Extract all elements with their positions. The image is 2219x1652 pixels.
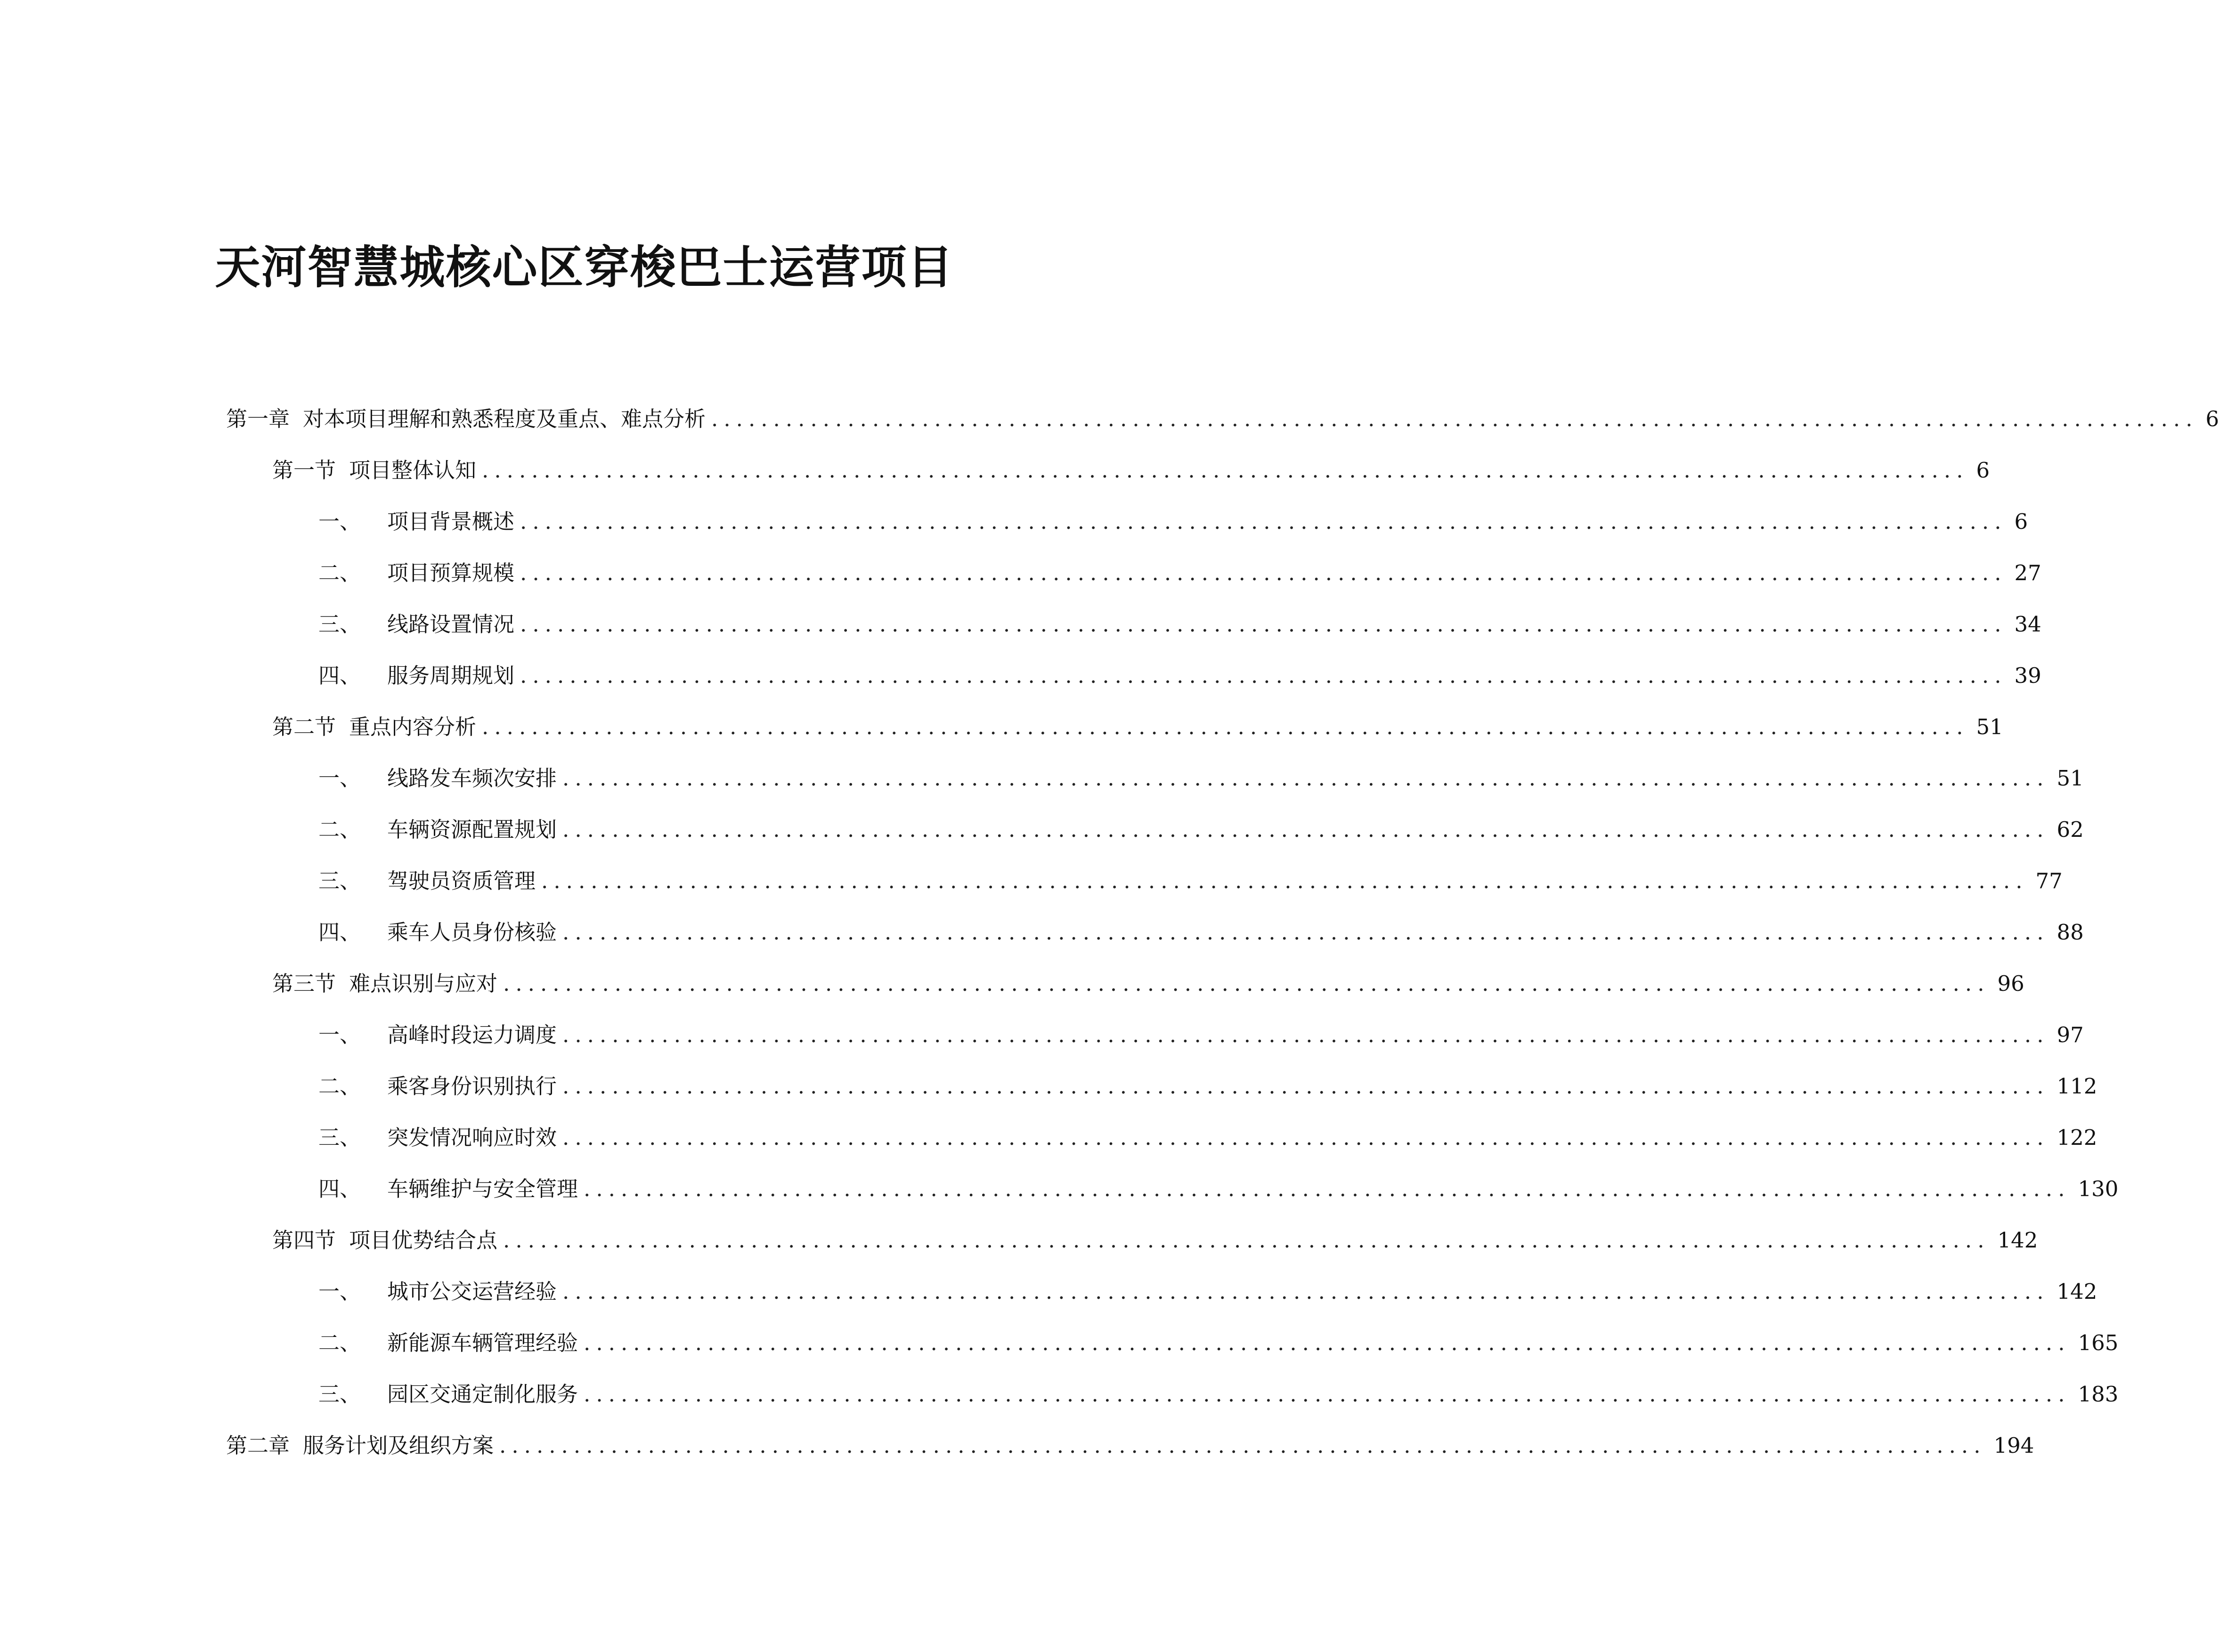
toc-entry-subsection[interactable] — [318, 862, 2063, 900]
toc-entry-page: 39 — [2014, 663, 2041, 688]
toc-entry-label — [272, 708, 476, 746]
toc-entry-text: 服务计划及组织方案 — [303, 1433, 494, 1458]
toc-entry-page: 112 — [2056, 1074, 2097, 1099]
toc-entry-subsection[interactable] — [318, 1170, 2119, 1208]
toc-leader-dots: ........................................................................................................................ — [562, 1074, 2049, 1099]
toc-entry-label — [318, 1324, 578, 1362]
toc-entry-text: 乘车人员身份核验 — [387, 920, 557, 945]
toc-entry-number: 二、 — [318, 817, 361, 842]
toc-entry-page: 6 — [2205, 406, 2219, 431]
toc-leader-dots: ........................................................................................................................ — [562, 1022, 2049, 1047]
toc-entry-text: 对本项目理解和熟悉程度及重点、难点分析 — [303, 406, 706, 431]
toc-entry-number: 三、 — [318, 612, 361, 637]
toc-entry-label — [318, 811, 557, 849]
toc-leader-dots: ........................................................................................................................ — [541, 868, 2028, 893]
toc-leader-dots: ........................................................................................................................ — [503, 1228, 1990, 1253]
toc-entry-label — [318, 1376, 578, 1413]
toc-entry-number: 二、 — [318, 560, 361, 585]
toc-entry-text: 新能源车辆管理经验 — [387, 1330, 578, 1355]
toc-entry-text: 项目预算规模 — [387, 560, 515, 585]
toc-entry-number: 一、 — [318, 1022, 361, 1047]
toc-entry-label — [318, 657, 514, 695]
toc-entry-number: 四、 — [318, 1176, 361, 1201]
toc-entry-number: 第四节 — [272, 1228, 336, 1253]
toc-leader-dots: ........................................................................................................................ — [584, 1330, 2071, 1355]
toc-entry-subsection[interactable] — [318, 606, 2041, 643]
toc-leader-dots: ........................................................................................................................ — [562, 766, 2049, 791]
toc-entry-label — [318, 1273, 557, 1311]
toc-leader-dots: ........................................................................................................................ — [562, 817, 2049, 842]
toc-leader-dots: ........................................................................................................................ — [562, 1125, 2049, 1150]
toc-entry-number: 第二节 — [272, 714, 336, 739]
toc-entry-subsection[interactable] — [318, 503, 2028, 541]
toc-leader-dots: ........................................................................................................................ — [482, 714, 1969, 739]
toc-entry-label — [226, 400, 706, 438]
toc-entry-page: 51 — [1976, 714, 2003, 739]
toc-entry-subsection[interactable] — [318, 1016, 2084, 1054]
toc-entry-section[interactable] — [272, 708, 2003, 746]
toc-entry-number: 第一节 — [272, 458, 336, 483]
document-title: 天河智慧城核心区穿梭巴士运营项目 — [215, 241, 954, 294]
toc-entry-text: 园区交通定制化服务 — [387, 1382, 578, 1407]
toc-leader-dots: ........................................................................................................................ — [584, 1176, 2071, 1201]
toc-entry-number: 二、 — [318, 1074, 361, 1099]
toc-entry-page: 88 — [2056, 920, 2084, 945]
toc-entry-text: 项目优势结合点 — [349, 1228, 498, 1253]
toc-entry-label — [318, 1119, 557, 1157]
toc-entry-text: 难点识别与应对 — [349, 971, 498, 996]
toc-entry-label — [226, 1427, 494, 1465]
toc-entry-label — [318, 1170, 578, 1208]
toc-entry-page: 62 — [2056, 817, 2084, 842]
toc-entry-text: 重点内容分析 — [349, 714, 477, 739]
toc-entry-page: 165 — [2078, 1330, 2119, 1355]
toc-entry-text: 驾驶员资质管理 — [387, 868, 536, 893]
toc-leader-dots: ........................................................................................................................ — [562, 920, 2049, 945]
toc-entry-page: 194 — [1993, 1433, 2034, 1458]
toc-entry-subsection[interactable] — [318, 914, 2084, 951]
toc-entry-label — [318, 606, 514, 643]
toc-entry-label — [272, 1222, 497, 1259]
toc-entry-number: 三、 — [318, 1382, 361, 1407]
toc-entry-text: 乘客身份识别执行 — [387, 1074, 557, 1099]
toc-leader-dots: ........................................................................................................................ — [562, 1279, 2049, 1304]
toc-entry-text: 车辆维护与安全管理 — [387, 1176, 578, 1201]
toc-entry-page: 122 — [2056, 1125, 2097, 1150]
toc-entry-text: 车辆资源配置规划 — [387, 817, 557, 842]
toc-leader-dots: ........................................................................................................................ — [584, 1382, 2071, 1407]
toc-entry-text: 高峰时段运力调度 — [387, 1022, 557, 1047]
toc-entry-page: 34 — [2014, 612, 2041, 637]
toc-entry-subsection[interactable] — [318, 1119, 2097, 1157]
toc-entry-page: 183 — [2078, 1382, 2119, 1407]
toc-entry-page: 142 — [1997, 1228, 2038, 1253]
toc-entry-number: 第二章 — [226, 1433, 290, 1458]
toc-entry-label — [272, 452, 476, 489]
toc-entry-label — [318, 914, 557, 951]
toc-entry-page: 27 — [2014, 560, 2041, 585]
toc-entry-number: 四、 — [318, 663, 361, 688]
toc-entry-label — [318, 503, 514, 541]
toc-entry-number: 第三节 — [272, 971, 336, 996]
toc-entry-label — [318, 862, 536, 900]
toc-entry-subsection[interactable] — [318, 1324, 2119, 1362]
toc-entry-page: 77 — [2035, 868, 2063, 893]
toc-entry-page: 6 — [2014, 509, 2028, 534]
toc-entry-number: 第一章 — [226, 406, 290, 431]
toc-entry-subsection[interactable] — [318, 1376, 2119, 1413]
toc-entry-number: 三、 — [318, 868, 361, 893]
toc-entry-label — [318, 554, 514, 592]
toc-leader-dots: ........................................................................................................................ — [503, 971, 1990, 996]
toc-leader-dots: ........................................................................................................................ — [482, 458, 1969, 483]
toc-entry-chapter[interactable] — [226, 1427, 2034, 1465]
toc-entry-section[interactable] — [272, 1222, 2038, 1259]
toc-entry-number: 三、 — [318, 1125, 361, 1150]
toc-entry-text: 项目整体认知 — [349, 458, 477, 483]
toc-entry-page: 96 — [1997, 971, 2024, 996]
toc-entry-text: 服务周期规划 — [387, 663, 515, 688]
toc-entry-section[interactable] — [272, 452, 1990, 489]
toc-leader-dots: ........................................................................................................................ — [520, 663, 2007, 688]
toc-entry-subsection[interactable] — [318, 657, 2041, 695]
toc-entry-label — [272, 965, 497, 1003]
toc-entry-number: 一、 — [318, 1279, 361, 1304]
toc-entry-number: 二、 — [318, 1330, 361, 1355]
toc-entry-page: 97 — [2056, 1022, 2084, 1047]
toc-entry-subsection[interactable] — [318, 811, 2084, 849]
toc-entry-page: 142 — [2056, 1279, 2097, 1304]
toc-entry-page: 51 — [2056, 766, 2084, 791]
toc-entry-number: 一、 — [318, 509, 361, 534]
toc-entry-page: 130 — [2078, 1176, 2119, 1201]
toc-leader-dots: ........................................................................................................................ — [520, 612, 2007, 637]
toc-entry-chapter[interactable] — [226, 400, 2219, 438]
toc-leader-dots: ........................................................................................................................ — [711, 406, 2198, 431]
toc-leader-dots: ........................................................................................................................ — [499, 1433, 1986, 1458]
toc-entry-text: 城市公交运营经验 — [387, 1279, 557, 1304]
toc-entry-label — [318, 1068, 557, 1105]
toc-leader-dots: ........................................................................................................................ — [520, 509, 2007, 534]
toc-leader-dots: ........................................................................................................................ — [520, 560, 2007, 585]
toc-entry-section[interactable] — [272, 965, 2024, 1003]
toc-entry-subsection[interactable] — [318, 1068, 2097, 1105]
toc-entry-subsection[interactable] — [318, 760, 2084, 797]
toc-entry-text: 线路发车频次安排 — [387, 766, 557, 791]
toc-entry-label — [318, 760, 557, 797]
toc-entry-page: 6 — [1976, 458, 1990, 483]
toc-entry-text: 项目背景概述 — [387, 509, 515, 534]
toc-entry-number: 四、 — [318, 920, 361, 945]
toc-entry-label — [318, 1016, 557, 1054]
toc-entry-text: 突发情况响应时效 — [387, 1125, 557, 1150]
toc-entry-subsection[interactable] — [318, 1273, 2097, 1311]
toc-entry-number: 一、 — [318, 766, 361, 791]
toc-entry-subsection[interactable] — [318, 554, 2041, 592]
toc-entry-text: 线路设置情况 — [387, 612, 515, 637]
